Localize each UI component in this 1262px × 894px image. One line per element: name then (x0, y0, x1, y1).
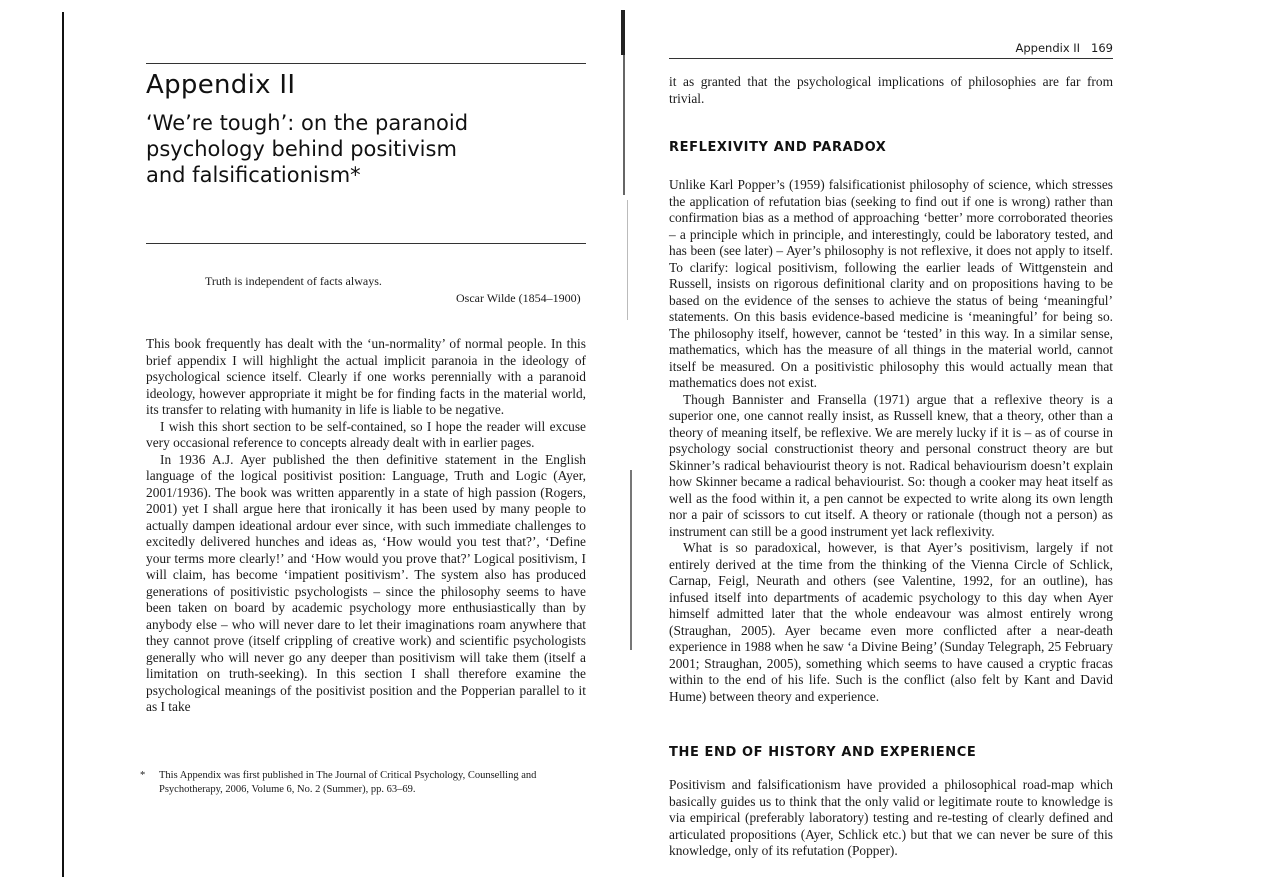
chapter-title-line: ‘We’re tough’: on the paranoid (146, 111, 469, 135)
body-paragraph: This book frequently has dealt with the ‘un-normality’ of normal people. In this brief appendix I will highlight the actual implicit paranoia in the ideology of psychological science itself. Clearly if one works perennially with a paranoid ideology, however appropriate it might be for finding facts in the material world, its transfer to relating with humanity in life is liable to be negative. (146, 336, 586, 417)
body-paragraph: it as granted that the psychological implications of philosophies are far from trivial. (669, 74, 1113, 106)
running-head-rule (669, 58, 1113, 59)
body-paragraph: Positivism and falsificationism have provided a philosophical road-map which basically guides us to think that the only valid or legitimate route to knowledge is via empirical (preferably laboratory) testing and re-testing of clearly defined and articulated propositions (Ayer, Schlick etc.) but that we can never be sure of this knowledge, only of its refutation (Popper). (669, 777, 1113, 858)
body-paragraph: Though Bannister and Fransella (1971) argue that a reflexive theory is a superior one, one cannot really insist, as Russell knew, that a theory, other than a theory of meaning itself, be reflexive. We are merely lucky if it is – as of course in psychology social constructionist theory and personal construct theory are but Skinner’s radical behaviourist theory is not. Radical behaviourism doesn’t explain how Skinner became a radical behaviourist. So: though a cooker may heat itself as well as the food within it, a pen cannot be expected to write along its own length nor a pair of scissors to cut itself. A theory or rationale (though not a person) as instrument can still be a good instrument yet lack reflexivity. (669, 391, 1113, 539)
page-edge-line (62, 12, 64, 877)
epigraph-source: Oscar Wilde (1854–1900) (456, 291, 581, 305)
right-closing-text (669, 777, 1113, 860)
body-paragraph: Unlike Karl Popper’s (1959) falsificationist philosophy of science, which stresses the application of refutation bias (seeking to find out if one is wrong) rather than confirmation bias as a method of approaching ‘better’ more corroborated theories – a principle which in principle, and interestingly, could be laboratory tested, and has been (see later) – Ayer’s philosophy is not reflexive, it does not apply to itself. To clarify: logical positivism, following the earlier leads of Wittgenstein and Russell, insists on rigorous definitional clarity and on propositions having to be based on the evidence of the senses to achieve the status of being ‘meaningful’ statements. On this basis evidence-based medicine is ‘meaningful’ for being so. The philosophy itself, however, cannot be ‘tested’ in this way. In a similar sense, mathematics, which has the measure of all things in the material world, cannot itself be measured. On a positivistic philosophy this would actually mean that mathematics does not exist. (669, 177, 1113, 390)
gutter-shadow (623, 55, 625, 195)
chapter-title-line: psychology behind positivism (146, 137, 457, 161)
opening-text (669, 74, 1113, 107)
gutter-shadow (621, 10, 625, 55)
body-paragraph: I wish this short section to be self-contained, so I hope the reader will excuse very occasional reference to concepts already dealt with in earlier pages. (146, 418, 586, 450)
footnote-text: This Appendix was first published in The Journal of Critical Psychology, Counselling and Psychotherapy, 2006, Volume 6, No. 2 (Summer), pp. 63–69. (159, 770, 537, 795)
chapter-title (146, 110, 566, 188)
body-paragraph: In 1936 A.J. Ayer published the then definitive statement in the English language of the logical positivist position: Language, Truth and Logic (Ayer, 2001/1936). The book was written apparently in a state of high passion (Rogers, 2001) yet I shall argue here that ironically it has been used by many people to actually dampen ideational ardour ever since, with such immediate challenges to excitedly delivered hunches and ideas as, ‘How would you test that?’, ‘Define your terms more clearly!’ and ‘How would you prove that?’ Logical positivism, I will claim, has become ‘impatient positivism’. The system also has produced generations of positivistic psychologists – since the philosophy seems to have been taken on board by academic psychology more enthusiastically than by anybody else – who will never dare to let their imaginations roam anywhere that they cannot prove (itself crippling of creative work) and scientific psychologists generally who will never go any deeper than positivism will take them (itself a limitation on truth-seeking). In this section I shall therefore examine the psychological meanings of the positivist position and the Popperian parallel to it as I take (146, 451, 586, 714)
title-bottom-rule (146, 243, 586, 244)
footnote-mark: * (140, 770, 146, 781)
gutter-shadow (630, 470, 632, 650)
section-heading: THE END OF HISTORY AND EXPERIENCE (669, 745, 977, 760)
epigraph-quote: Truth is independent of facts always. (205, 274, 382, 288)
gutter-shadow (627, 200, 628, 320)
appendix-title: Appendix II (146, 70, 296, 100)
left-body-text (146, 336, 586, 716)
body-paragraph: What is so paradoxical, however, is that Ayer’s positivism, largely if not entirely derived at the time from the thinking of the Vienna Circle of Schlick, Carnap, Feigl, Neurath and others (see Valentine, 1992, for an outline), has infused itself into departments of academic psychology to this day when Ayer himself admitted later that the whole endeavour was almost entirely wrong (Straughan, 2005). Ayer became even more conflicted after a near-death experience in 1988 when he saw ‘a Divine Being’ (Sunday Telegraph, 25 February 2001; Straughan, 2005), something which seems to have caused a cryptic fracas within to the end of his life. Such is the conflict (also felt by Kant and David Hume) between theory and experience. (669, 540, 1113, 704)
running-head: Appendix II 169 (1015, 41, 1113, 55)
chapter-title-line: and falsificationism* (146, 163, 361, 187)
right-body-text (669, 177, 1113, 705)
title-top-rule (146, 63, 586, 64)
section-heading: REFLEXIVITY AND PARADOX (669, 140, 887, 155)
footnote (140, 769, 586, 796)
book-gutter (618, 10, 638, 660)
